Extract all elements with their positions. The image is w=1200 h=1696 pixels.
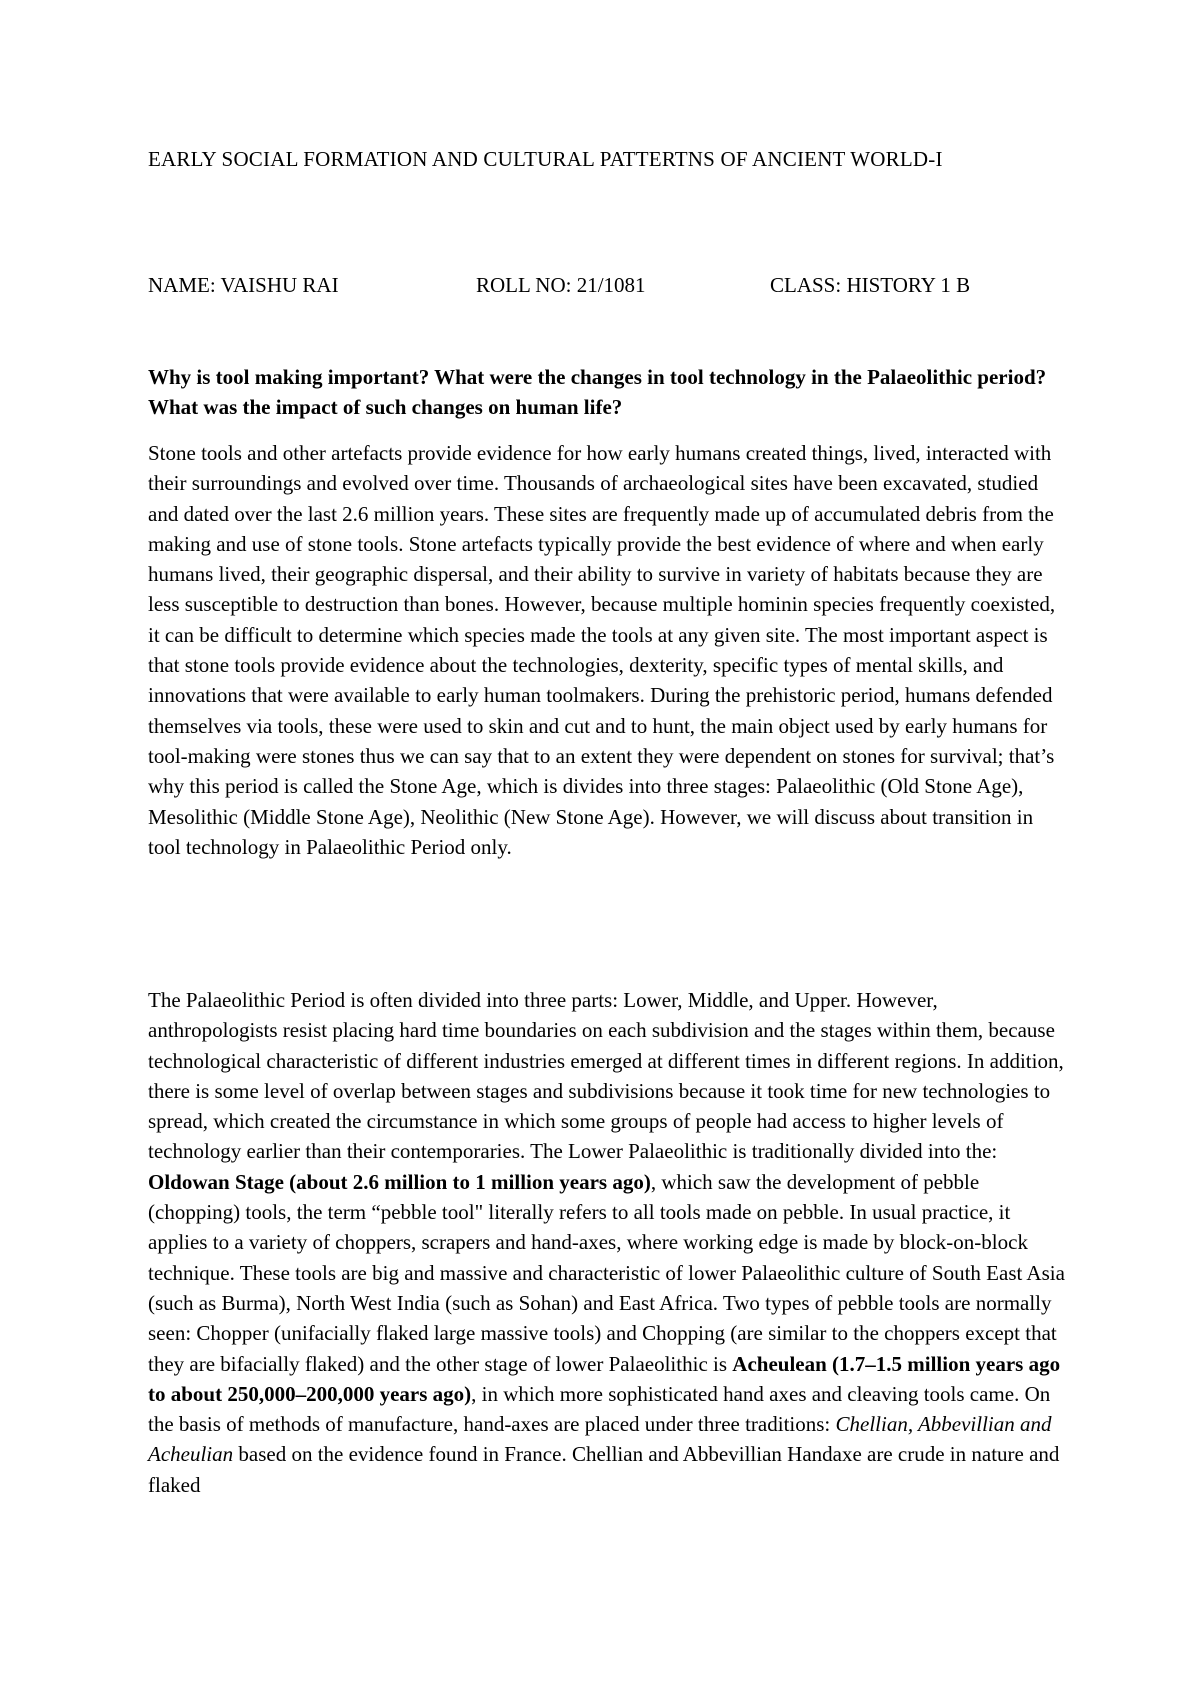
assignment-question: Why is tool making important? What were the changes in tool technology in the Palaeolithic period? What was the impact of such changes on human life? [148, 365, 1047, 419]
oldowan-stage-bold: Oldowan Stage (about 2.6 million to 1 million years ago) [148, 1169, 651, 1194]
body-paragraph-2 [148, 985, 1068, 1500]
student-name: NAME: VAISHU RAI [148, 273, 339, 297]
paragraph-2-text-3: , in which more sophisticated hand axes and cleaving tools came. On the basis of methods of manufacture, hand-axes are placed under three traditions: [148, 1381, 1051, 1437]
document-title: EARLY SOCIAL FORMATION AND CULTURAL PATTERTNS OF ANCIENT WORLD-I [148, 147, 943, 171]
paragraph-2-text-2: , which saw the development of pebble (chopping) tools, the term “pebble tool" literally refers to all tools made on pebble. In usual practice, it applies to a variety of choppers, scrapers and hand-axes, where working edge is made by block-on-block technique. These tools are big and massive and characteristic of lower Palaeolithic culture of South East Asia (such as Burma), North West India (such as Sohan) and East Africa. Two types of pebble tools are normally seen: Chopper (unifacially flaked large massive tools) and Chopping (are similar to the choppers except that they are bifacially flaked) and the other stage of lower Palaeolithic is [148, 1169, 1065, 1376]
paragraph-2-text-1: The Palaeolithic Period is often divided into three parts: Lower, Middle, and Upper. However, anthropologists resist placing hard time boundaries on each subdivision and the stages within them, because technological characteristic of different industries emerged at different times in different regions. In addition, there is some level of overlap between stages and subdivisions because it took time for new technologies to spread, which created the circumstance in which some groups of people had access to higher levels of technology earlier than their contemporaries. The Lower Palaeolithic is traditionally divided into the: [148, 988, 1064, 1164]
roll-number: ROLL NO: 21/1081 [476, 273, 646, 297]
paragraph-2-text-4: based on the evidence found in France. Chellian and Abbevillian Handaxe are crude in nature and flaked [148, 1442, 1060, 1497]
body-paragraph-1: Stone tools and other artefacts provide evidence for how early humans created things, lived, interacted with their surroundings and evolved over time. Thousands of archaeological sites have been excavated, studied and dated over the last 2.6 million years. These sites are frequently made up of accumulated debris from the making and use of stone tools. Stone artefacts typically provide the best evidence of where and when early humans lived, their geographic dispersal, and their ability to survive in variety of habitats because they are less susceptible to destruction than bones. However, because multiple hominin species frequently coexisted, it can be difficult to determine which species made the tools at any given site. The most important aspect is that stone tools provide evidence about the technologies, dexterity, specific types of mental skills, and innovations that were available to early human toolmakers. During the prehistoric period, humans defended themselves via tools, these were used to skin and cut and to hunt, the main object used by early humans for tool-making were stones thus we can say that to an extent they were dependent on stones for survival; that’s why this period is called the Stone Age, which is divides into three stages: Palaeolithic (Old Stone Age), Mesolithic (Middle Stone Age), Neolithic (New Stone Age). However, we will discuss about transition in tool technology in Palaeolithic Period only. [148, 441, 1056, 859]
acheulean-stage-bold: Acheulean (1.7–1.5 million years ago to about 250,000–200,000 years ago) [148, 1351, 1061, 1406]
class-info: CLASS: HISTORY 1 B [770, 273, 971, 297]
traditions-italic: Chellian, Abbevillian and Acheulian [148, 1412, 1052, 1467]
